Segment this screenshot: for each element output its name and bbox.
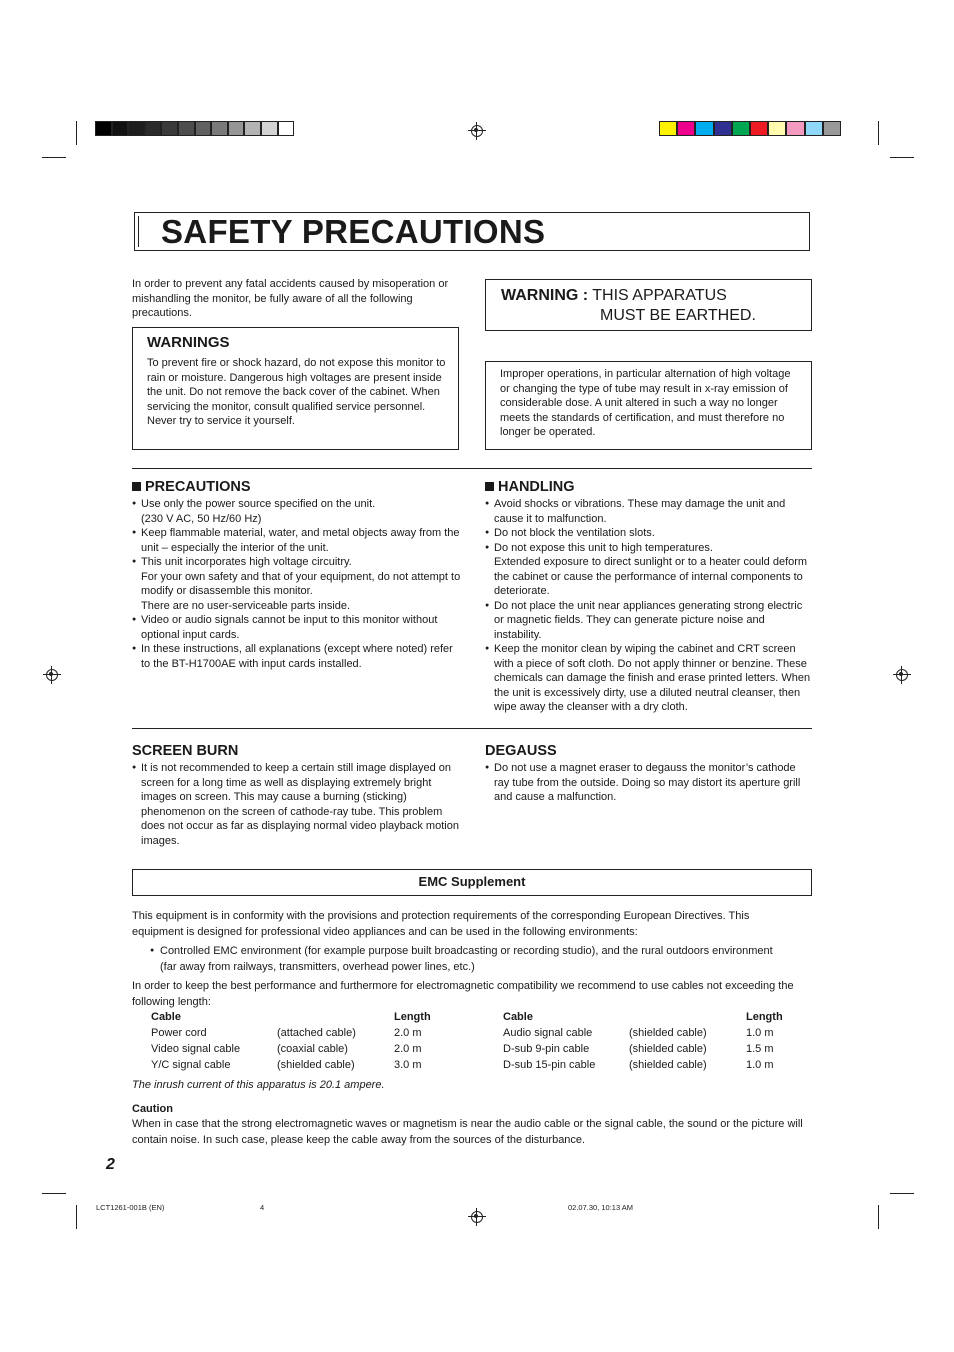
cable-name: Audio signal cable (503, 1027, 593, 1039)
color-swatch (244, 121, 261, 136)
color-swatch (128, 121, 145, 136)
color-swatch (732, 121, 750, 136)
inrush-note: The inrush current of this apparatus is 20.1 ampere. (132, 1079, 385, 1091)
color-swatch (112, 121, 129, 136)
cable-length: 3.0 m (394, 1059, 422, 1071)
precautions-item (132, 613, 462, 642)
color-swatch (178, 121, 195, 136)
col-length: Length (394, 1011, 431, 1023)
color-swatch (261, 121, 278, 136)
screen-burn-section (132, 742, 462, 848)
intro-text: In order to prevent any fatal accidents caused by misoperation or mishandling the monitor, be fully aware of all the following precautions. (132, 278, 449, 319)
color-swatch (768, 121, 786, 136)
cable-length: 2.0 m (394, 1043, 422, 1055)
section-divider (132, 468, 812, 469)
warnings-text: To prevent fire or shock hazard, do not expose this monitor to rain or moisture. Dangerous high voltages are present inside the unit. Do not remove the back cover of the cabinet. When servicing the monitor, consult qualified service personnel. Never try to service it yourself. (147, 357, 446, 427)
earthed-warning-box (485, 279, 812, 331)
square-bullet-icon (485, 482, 494, 491)
crop-mark (878, 121, 879, 145)
precautions-list (132, 497, 462, 671)
cable-name: D-sub 15-pin cable (503, 1059, 596, 1071)
handling-item (485, 497, 815, 526)
cable-name: Power cord (151, 1027, 207, 1039)
precautions-item-text: (230 V AC, 50 Hz/60 Hz) (141, 512, 262, 525)
caution-text: When in case that the strong electromagnetic waves or magnetism is near the audio cable or the signal cable, the sound or the picture will contain noise. In such case, please keep the cable away from the sources of the disturbance. (132, 1118, 803, 1146)
crop-mark (76, 121, 77, 145)
color-swatch (786, 121, 804, 136)
crop-mark (76, 1205, 77, 1229)
emc-bullet: ● Controlled EMC environment (for example purpose built broadcasting or recording studio), and the rural outdoors environment (far away from railways, transmitters, overhead power lines, etc.) (150, 943, 780, 975)
degauss-heading: DEGAUSS (485, 743, 557, 759)
degauss-text: ● Do not use a magnet eraser to degauss the monitor’s cathode ray tube from the outside. Doing so may distort its aperture grill and cause a malfunction. (485, 761, 807, 805)
cable-type: (shielded cable) (629, 1043, 707, 1055)
table-row (503, 1027, 806, 1043)
precautions-item-text: For your own safety and that of your equipment, do not attempt to modify or disassemble this monitor. (141, 570, 461, 597)
handling-item-text: ● Do not expose this unit to high temperatures. (494, 541, 713, 554)
color-swatch (278, 121, 295, 136)
cable-length: 1.5 m (746, 1043, 774, 1055)
precautions-item-text: There are no user-serviceable parts inside. (141, 599, 351, 612)
cable-name: Video signal cable (151, 1043, 241, 1055)
square-bullet-icon (132, 482, 141, 491)
handling-list (485, 497, 815, 715)
crop-mark (890, 1193, 914, 1194)
cable-table-right (503, 1011, 806, 1075)
precautions-item-text: ● In these instructions, all explanations (except where noted) refer to the BT-H1700AE with input cards installed. (141, 643, 453, 670)
emc-para2: In order to keep the best performance and furthermore for electromagnetic compatibility we recommend to use cables not exceeding the following length: (132, 980, 794, 1008)
cable-type: (shielded cable) (277, 1059, 355, 1071)
color-swatch (195, 121, 212, 136)
table-row (151, 1043, 454, 1059)
precautions-heading: PRECAUTIONS (145, 479, 251, 495)
cable-length: 2.0 m (394, 1027, 422, 1039)
registration-mark-icon (893, 666, 911, 684)
crop-mark (42, 157, 66, 158)
handling-item (485, 599, 815, 643)
precautions-section (132, 478, 462, 671)
cable-type: (shielded cable) (629, 1059, 707, 1071)
precautions-item-text: ● This unit incorporates high voltage circuitry. (141, 556, 352, 568)
precautions-item-text: ● Video or audio signals cannot be input to this monitor without optional input cards. (141, 614, 438, 641)
page-number: 2 (106, 1156, 115, 1173)
page-title: SAFETY PRECAUTIONS (161, 213, 546, 250)
registration-mark-icon (43, 666, 61, 684)
color-swatch (695, 121, 713, 136)
earthed-warning-label: WARNING : (501, 287, 589, 304)
precautions-item (132, 642, 462, 671)
emc-heading-box (132, 869, 812, 896)
emc-heading: EMC Supplement (418, 874, 526, 889)
table-row (151, 1027, 454, 1043)
handling-item (485, 642, 815, 715)
color-swatch (677, 121, 695, 136)
cable-length: 1.0 m (746, 1059, 774, 1071)
footer-timestamp: 02.07.30, 10:13 AM (568, 1203, 634, 1212)
screen-burn-heading: SCREEN BURN (132, 743, 239, 759)
cable-name: Y/C signal cable (151, 1059, 231, 1071)
footer-sheet: 4 (260, 1203, 265, 1212)
col-length: Length (746, 1011, 783, 1023)
cable-type: (attached cable) (277, 1027, 356, 1039)
crop-mark (890, 157, 914, 158)
caution-heading: Caution (132, 1103, 173, 1115)
title-rule (138, 216, 139, 247)
color-swatch (805, 121, 823, 136)
handling-heading: HANDLING (498, 479, 575, 495)
cable-type: (shielded cable) (629, 1027, 707, 1039)
screen-burn-text: ● It is not recommended to keep a certain still image displayed on screen for a long time as well as displaying extremely bright images on screen. This may cause a burning (sticking) phenomenon on the screen of cathode-ray tube. This problem does not occur as far as displaying normal video playback motion images. (132, 761, 462, 848)
cable-name: D-sub 9-pin cable (503, 1043, 590, 1055)
precautions-item (132, 497, 462, 526)
registration-mark-icon (468, 122, 486, 140)
handling-item-text: ● Do not place the unit near appliances generating strong electric or magnetic fields. They can generate picture noise and instability. (494, 599, 803, 641)
cable-type: (coaxial cable) (277, 1043, 348, 1055)
footer-doc-code: LCT1261-001B (EN) (96, 1203, 165, 1212)
earthed-warning-line1: THIS APPARATUS (592, 287, 727, 304)
cable-length: 1.0 m (746, 1027, 774, 1039)
precautions-item-text: ● Keep flammable material, water, and metal objects away from the unit – especially the interior of the unit. (141, 527, 460, 554)
registration-mark-icon (468, 1208, 486, 1226)
color-swatch (228, 121, 245, 136)
col-cable: Cable (503, 1011, 533, 1023)
handling-section (485, 478, 815, 715)
table-row (503, 1059, 806, 1075)
crop-mark (42, 1193, 66, 1194)
warnings-box (132, 327, 459, 450)
handling-item (485, 526, 815, 541)
crop-mark (878, 1205, 879, 1229)
xray-notice-box (485, 361, 812, 450)
color-swatch (659, 121, 677, 136)
handling-item (485, 541, 815, 599)
color-swatch (750, 121, 768, 136)
color-swatch (714, 121, 732, 136)
precautions-item-text: ● Use only the power source specified on the unit. (141, 498, 376, 510)
earthed-warning-line2: MUST BE EARTHED. (600, 307, 756, 324)
color-swatch (211, 121, 228, 136)
handling-item-text: Extended exposure to direct sunlight or to a heater could deform the cabinet or cause the performance of internal components to deteriorate. (494, 556, 808, 597)
xray-notice-text: Improper operations, in particular alternation of high voltage or changing the type of tube may result in x-ray emission of considerable dose. A unit altered in such a way no longer meets the standards of certification, and must therefore no longer be operated. (500, 368, 791, 438)
precautions-item (132, 555, 462, 613)
section-divider (132, 728, 812, 729)
degauss-section (485, 742, 807, 805)
emc-para1: This equipment is in conformity with the provisions and protection requirements of the corresponding European Directives. This equipment is designed for professional video appliances and can be used in the following environments: (132, 910, 750, 938)
handling-item-text: ● Avoid shocks or vibrations. These may damage the unit and cause it to malfunction. (494, 498, 786, 525)
precautions-item (132, 526, 462, 555)
color-swatch (95, 121, 112, 136)
title-box (134, 212, 810, 251)
color-swatch (145, 121, 162, 136)
col-cable: Cable (151, 1011, 181, 1023)
table-row (151, 1059, 454, 1075)
color-swatch (823, 121, 841, 136)
table-row (503, 1043, 806, 1059)
warnings-heading: WARNINGS (147, 334, 230, 351)
handling-item-text: ● Keep the monitor clean by wiping the cabinet and CRT screen with a piece of soft cloth. Do not apply thinner or benzine. These chemicals can damage the finish and erase printed letters. When the unit is excessively dirty, use a diluted neutral cleanser, then wipe away the cleanser with a dry cloth. (494, 643, 811, 713)
handling-item-text: ● Do not block the ventilation slots. (494, 527, 655, 539)
cable-table-left (151, 1011, 454, 1075)
color-swatch (161, 121, 178, 136)
